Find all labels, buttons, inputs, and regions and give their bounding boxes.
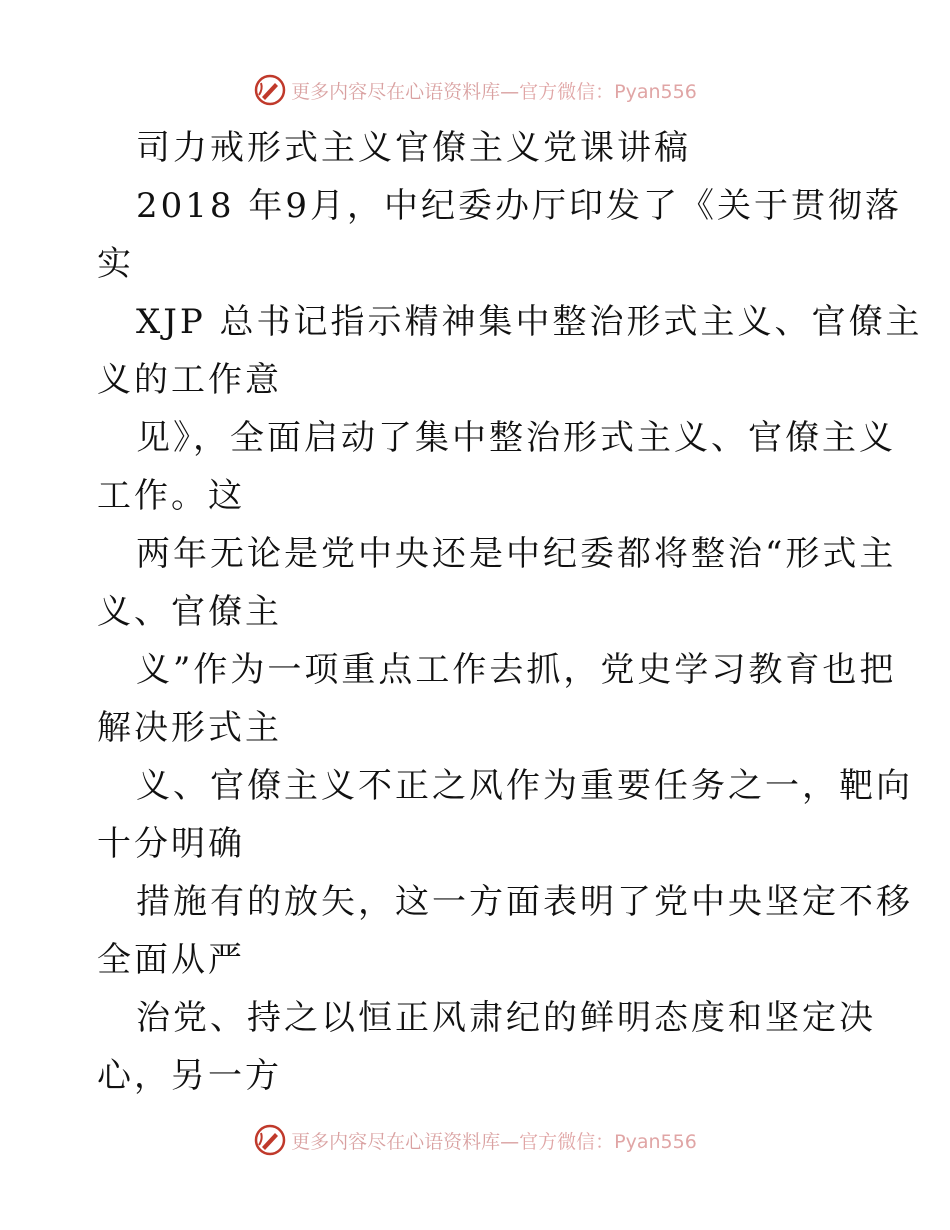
pen-logo-icon [253, 1123, 287, 1157]
watermark-wechat-text: 官方微信：Pyan556 [519, 1130, 697, 1153]
text-line: 实 [97, 244, 134, 284]
text-line: 解决形式主 [97, 708, 282, 748]
text-line: 全面从严 [97, 940, 245, 980]
watermark-main-text: 更多内容尽在心语资料库 [291, 80, 501, 103]
pen-logo-icon [253, 73, 287, 107]
text-line: 治党、持之以恒正风肃纪的鲜明态度和坚定决 [136, 998, 876, 1038]
text-line: 见》，全面启动了集中整治形式主义、官僚主义 [136, 418, 896, 458]
watermark-banner-top [0, 70, 950, 110]
text-line: 义”作为一项重点工作去抓，党史学习教育也把 [136, 650, 897, 690]
text-line: 工作。这 [97, 476, 245, 516]
watermark-separator: — [500, 80, 520, 103]
text-line: 两年无论是党中央还是中纪委都将整治“形式主 [136, 534, 897, 574]
watermark-banner-bottom [0, 1120, 950, 1160]
text-line: XJP 总书记指示精神集中整治形式主义、官僚主 [136, 302, 923, 342]
document-title: 司力戒形式主义官僚主义党课讲稿 [136, 128, 691, 168]
watermark-main-text: 更多内容尽在心语资料库 [291, 1130, 501, 1153]
text-line: 义、官僚主 [97, 592, 282, 632]
text-line: 心，另一方 [97, 1056, 282, 1096]
text-line: 十分明确 [97, 824, 245, 864]
text-line: 2018 年9月，中纪委办厅印发了《关于贯彻落 [136, 186, 902, 226]
watermark-separator: — [500, 1130, 520, 1153]
text-line: 义、官僚主义不正之风作为重要任务之一，靶向 [136, 766, 913, 806]
watermark-wechat-text: 官方微信：Pyan556 [519, 80, 697, 103]
text-line: 措施有的放矢，这一方面表明了党中央坚定不移 [136, 882, 913, 922]
text-line: 义的工作意 [97, 360, 282, 400]
